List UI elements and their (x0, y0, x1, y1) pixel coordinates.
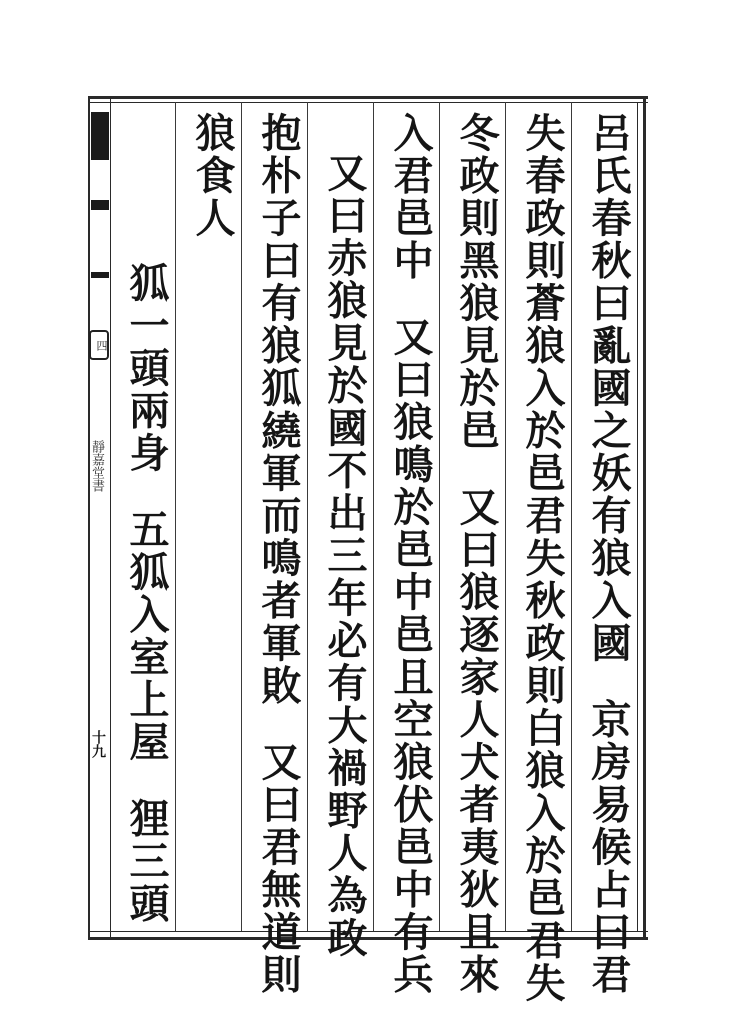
top-border-inner (88, 102, 648, 103)
text-segment: 狐一頭兩身 (123, 262, 170, 475)
text-column-7 (182, 112, 242, 240)
fold-section-title: 靜嘉堂書 (89, 440, 104, 492)
fold-bar (91, 272, 109, 278)
text-column-6 (248, 112, 308, 996)
text-segment: 京房易候占曰君 (585, 698, 632, 996)
fold-fish-tail: 四 (89, 330, 109, 360)
fold-bar (91, 200, 109, 210)
text-segment: 冬政則黑狼見於邑 (453, 112, 500, 452)
text-column-2 (512, 112, 572, 1005)
text-column-5 (314, 152, 374, 960)
fold-page-number: 十九 (90, 730, 106, 758)
fold-divider (110, 96, 111, 940)
text-segment: 入君邑中 (387, 112, 434, 282)
text-column-8 (116, 262, 176, 925)
text-segment: 抱朴子曰有狼狐繞軍而鳴者軍敗 (255, 112, 302, 707)
text-segment: 失春政則蒼狼入於邑君失秋政則白狼入於邑君失 (519, 112, 566, 1005)
text-column-1 (578, 112, 638, 996)
top-border (88, 96, 648, 99)
fold-black-mouth (91, 112, 109, 160)
text-segment: 狼食人 (189, 112, 236, 240)
text-segment: 又曰君無道則 (255, 741, 302, 996)
text-segment: 狸三頭 (123, 797, 170, 925)
right-border (643, 96, 646, 940)
text-column-4 (380, 112, 440, 996)
text-segment: 五狐入室上屋 (123, 508, 170, 764)
text-segment: 又曰狼逐家人犬者夷狄且來 (453, 486, 500, 996)
text-column-3 (446, 112, 506, 996)
text-segment: 又曰赤狼見於國不出三年必有大禍野人為政 (321, 152, 368, 960)
text-segment: 呂氏春秋曰亂國之妖有狼入國 (585, 112, 632, 665)
left-border (88, 96, 90, 940)
text-segment: 又曰狼鳴於邑中邑且空狼伏邑中有兵 (387, 316, 434, 996)
